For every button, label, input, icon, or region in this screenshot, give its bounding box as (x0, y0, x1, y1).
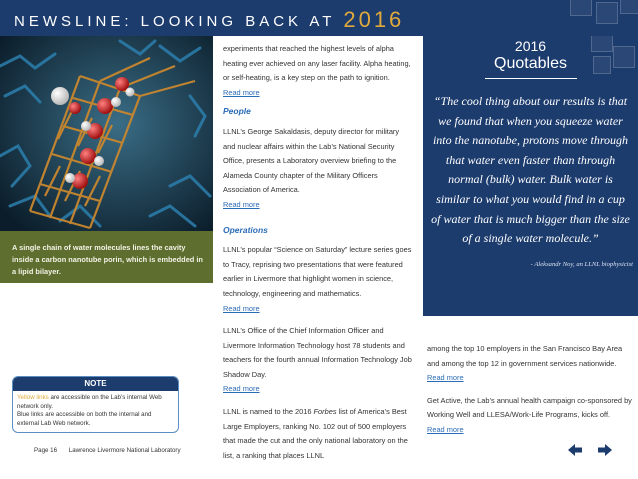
read-more-link[interactable]: Read more (223, 384, 260, 394)
forbes-post: list of America’s Best Large Employers, ranking No. 102 out of 500 employers that made the cut and the only national laboratory on the list, a ranking that places LLNL (223, 407, 408, 460)
forbes-text (223, 405, 413, 463)
decor-square (620, 0, 638, 14)
page-number: Page 16 (34, 447, 58, 454)
quote-attribution: - Aleksandr Noy, an LLNL biophysicist (530, 261, 633, 268)
note-body (13, 391, 178, 431)
section-heading-operations: Operations (223, 224, 268, 235)
read-more-link[interactable]: Read more (427, 424, 464, 434)
note-title: NOTE (13, 377, 178, 391)
right-column (427, 342, 632, 438)
quotables-divider (485, 78, 577, 79)
note-line1: are accessible on the Lab’s internal Web network only. (17, 394, 162, 410)
arrow-left-icon[interactable] (568, 444, 582, 456)
note-line2: Blue links are accessible on both the internal and external Lab Web network. (17, 411, 152, 427)
middle-column (223, 42, 413, 463)
note-yellow-links: Yellow links (17, 394, 49, 401)
title-text: NEWSLINE: LOOKING BACK AT (14, 13, 336, 30)
forbes-continuation: among the top 10 employers in the San Francisco Bay Area and among the top 12 in government services nationwide. (427, 344, 623, 368)
read-more-link[interactable]: Read more (223, 199, 260, 209)
people-text: LLNL’s George Sakaldasis, deputy director for military and nuclear affairs within the Lab’s National Security Office, presents a Laboratory overview briefing to the Alameda County chapter of the Military Officers Association of America. (223, 126, 400, 195)
page-footer (34, 447, 191, 454)
quotables-year: 2016 (514, 38, 547, 54)
nanotube-image (0, 36, 213, 231)
operations-text: LLNL’s popular “Science on Saturday” lecture series goes to Tracy, reprising two presentations that were featured earlier in Livermore that highlight women in science, technology, engineering and mathematics. (223, 245, 412, 298)
cio-text: LLNL’s Office of the Chief Information Officer and Livermore Information Technology host 78 students and teachers for the fourth annual Information Technology Job Shadow Day. (223, 326, 412, 379)
read-more-link[interactable]: Read more (223, 303, 260, 313)
quote-text: “The cool thing about our results is that we found that when you squeeze water into the nanotube, protons move through that water even faster than through normal (bulk) water. Bulk water is similar to what you would find in a cup of water that is much bigger than the size of a single water molecule.” (431, 94, 630, 246)
note-box (12, 376, 179, 433)
alpha-heating-text: experiments that reached the highest levels of alpha heating ever achieved on any laser facility. Alpha heating, or self-heating, is a key step on the path to ignition. (223, 44, 411, 83)
title-year: 2016 (343, 7, 405, 32)
read-more-link[interactable]: Read more (427, 373, 464, 383)
newsletter-header (0, 0, 638, 36)
page-title (14, 6, 404, 32)
section-heading-people: People (223, 106, 251, 117)
footer-org: Lawrence Livermore National Laboratory (68, 447, 181, 454)
forbes-pre: LLNL is named to the 2016 (223, 407, 314, 417)
image-caption: A single chain of water molecules lines the cavity inside a carbon nanotube porin, which is embedded in a lipid bilayer. (0, 231, 213, 283)
arrow-right-icon[interactable] (598, 444, 612, 456)
read-more-link[interactable]: Read more (223, 87, 260, 97)
decor-square (570, 0, 592, 16)
quotables-title: Quotables (494, 55, 567, 72)
decor-square (596, 2, 618, 24)
nanotube-illustration (0, 36, 213, 231)
quotables-panel (423, 36, 638, 316)
get-active-text: Get Active, the Lab’s annual health campaign co-sponsored by Working Well and LLESA/Work-Life Programs, kicks off. (427, 395, 632, 420)
forbes-name: Forbes (313, 407, 337, 417)
